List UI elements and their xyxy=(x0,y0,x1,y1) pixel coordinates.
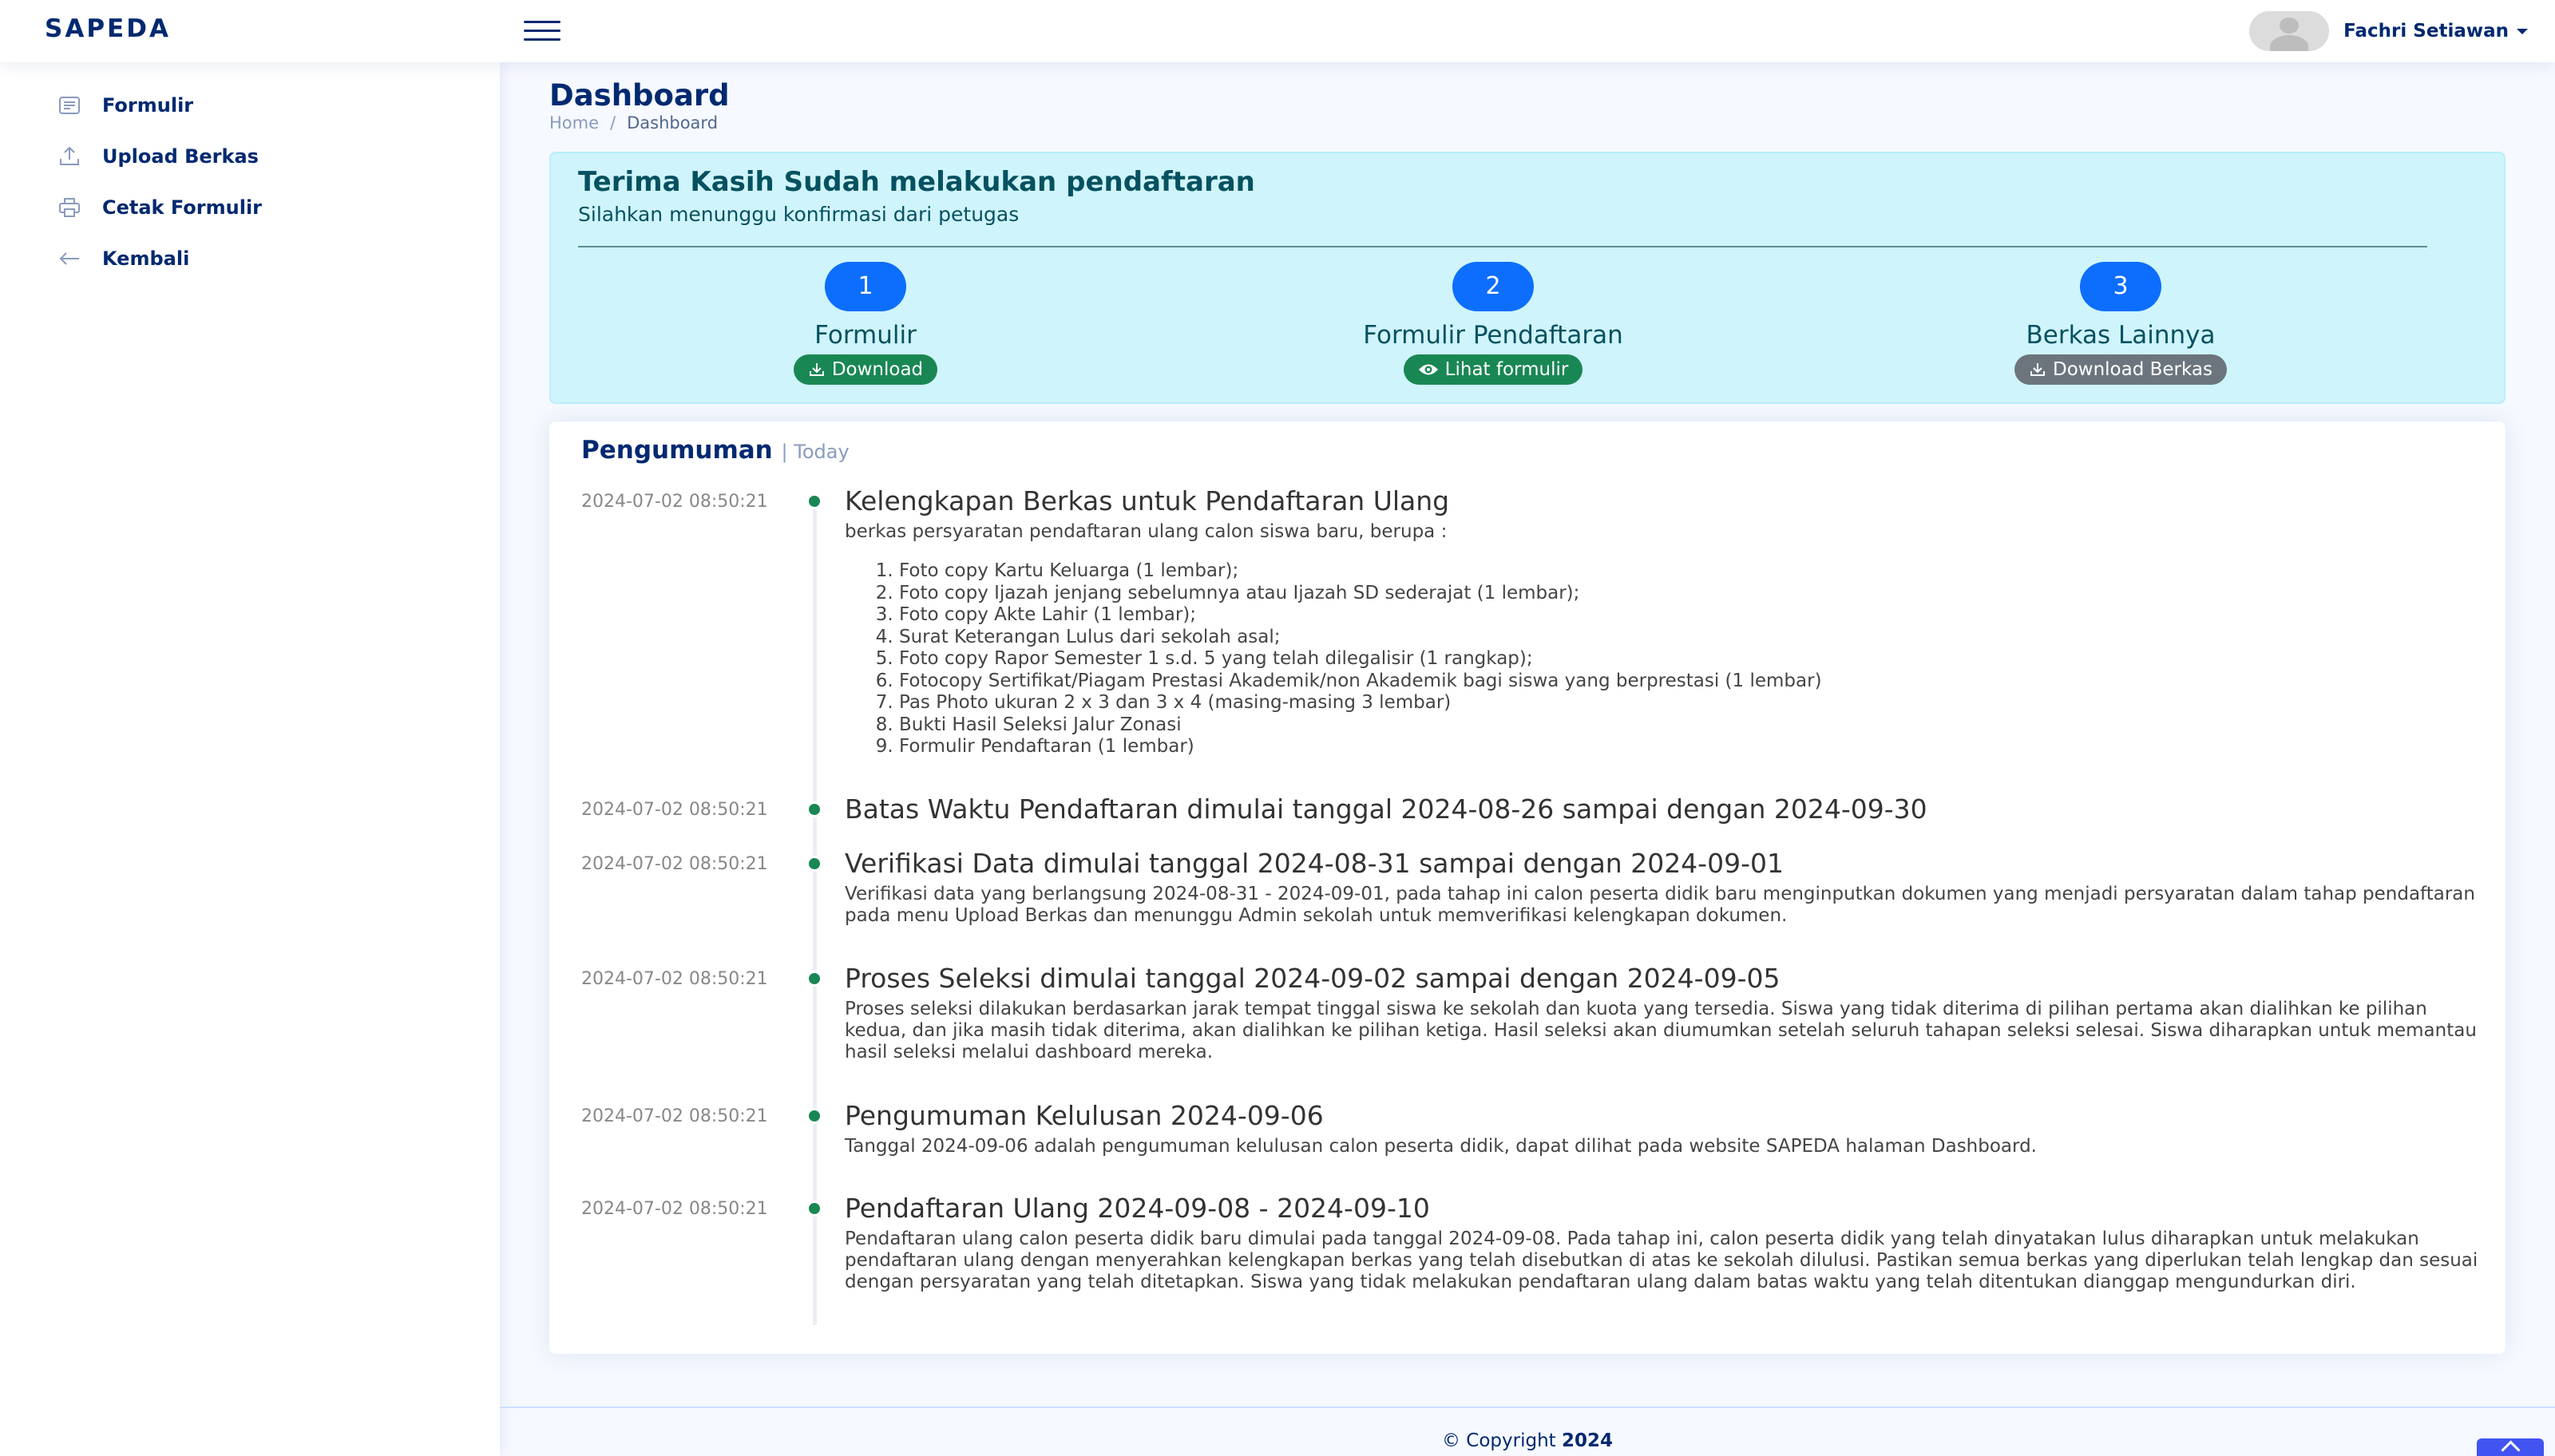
step-label: Formulir xyxy=(814,321,917,350)
timeline-dot xyxy=(806,971,822,987)
timeline-dot xyxy=(806,493,822,509)
download-button[interactable] xyxy=(794,354,937,385)
user-name[interactable]: Fachri Setiawan xyxy=(2343,21,2509,42)
alert-title: Terima Kasih Sudah melakukan pendaftaran xyxy=(578,166,1255,198)
timeline-time: 2024-07-02 08:50:21 xyxy=(581,969,768,989)
timeline-dot xyxy=(806,1201,822,1217)
list-item: 4. Surat Keterangan Lulus dari sekolah asal; xyxy=(899,627,2482,649)
timeline-heading: Kelengkapan Berkas untuk Pendaftaran Ulang xyxy=(845,485,1450,516)
timeline-text: Pendaftaran ulang calon peserta didik baru dimulai pada tanggal 2024-09-08. Pada tahap ini, calon peserta didik yang telah dinyatakan lulus diharapkan untuk melakukan pendaftaran ulang dengan menyerahkan kelengkapan berkas yang telah disebutkan di atas ke sekolah dilulusi. Pastikan semua berkas yang diperlukan telah lengkap dan sesuai dengan persyaratan yang telah ditetapkan. Siswa yang tidak melakukan pendaftaran ulang dalam batas waktu yang telah ditentukan dianggap mengundurkan diri. xyxy=(845,1228,2478,1292)
timeline-heading: Verifikasi Data dimulai tanggal 2024-08-31 sampai dengan 2024-09-01 xyxy=(845,848,1784,879)
timeline-dot xyxy=(806,1108,822,1124)
page-title: Dashboard xyxy=(549,78,730,113)
breadcrumb-current: Dashboard xyxy=(627,113,719,133)
announcements-title: Pengumuman xyxy=(581,436,773,465)
registration-alert xyxy=(549,152,2505,404)
step-label: Formulir Pendaftaran xyxy=(1363,321,1623,350)
eye-icon xyxy=(1418,361,1439,378)
caret-down-icon[interactable] xyxy=(2517,29,2528,34)
top-header xyxy=(0,0,2555,62)
timeline-time: 2024-07-02 08:50:21 xyxy=(581,1199,768,1219)
app-logo[interactable]: SAPEDA xyxy=(45,14,171,43)
timeline-heading: Proses Seleksi dimulai tanggal 2024-09-02 sampai dengan 2024-09-05 xyxy=(845,963,1781,994)
sidebar-item-formulir[interactable] xyxy=(56,89,193,121)
alert-subtitle: Silahkan menunggu konfirmasi dari petugas xyxy=(578,203,1020,226)
sidebar-item-kembali[interactable] xyxy=(56,243,189,275)
download-icon xyxy=(808,361,826,378)
arrow-left-icon xyxy=(56,245,83,272)
announcements-filter: | Today xyxy=(781,441,850,463)
timeline-time: 2024-07-02 08:50:21 xyxy=(581,492,768,512)
copyright-prefix: © Copyright xyxy=(1441,1430,1556,1451)
timeline-body xyxy=(845,848,2482,927)
sidebar-item-label: Upload Berkas xyxy=(102,145,259,168)
timeline-text: Verifikasi data yang berlangsung 2024-08-31 - 2024-09-01, pada tahap ini calon peserta didik baru menginputkan dokumen yang menjadi persyaratan dalam tahap pendaftaran pada menu Upload Berkas dan menunggu Admin sekolah untuk memverifikasi kelengkapan dokumen. xyxy=(845,884,2475,926)
back-to-top-button[interactable] xyxy=(2477,1438,2544,1456)
sidebar-item-cetak-formulir[interactable] xyxy=(56,192,262,224)
timeline-heading: Pendaftaran Ulang 2024-09-08 - 2024-09-10 xyxy=(845,1193,1430,1224)
timeline-time: 2024-07-02 08:50:21 xyxy=(581,854,768,874)
avatar[interactable] xyxy=(2249,11,2329,51)
timeline-body xyxy=(845,1193,2482,1293)
button-label: Lihat formulir xyxy=(1444,359,1569,380)
step-number: 3 xyxy=(2080,262,2161,311)
announcements-card xyxy=(549,421,2505,1354)
step-number: 1 xyxy=(825,262,906,311)
timeline-body xyxy=(845,793,2482,825)
list-item: 3. Foto copy Akte Lahir (1 lembar); xyxy=(899,604,2482,627)
timeline-dot xyxy=(806,801,822,817)
button-label: Download xyxy=(831,359,924,380)
timeline-body xyxy=(845,1100,2482,1157)
breadcrumb-separator: / xyxy=(610,113,616,133)
list-item: 2. Foto copy Ijazah jenjang sebelumnya atau Ijazah SD sederajat (1 lembar); xyxy=(899,583,2482,605)
divider xyxy=(578,246,2427,247)
sidebar xyxy=(0,62,500,1456)
breadcrumb-home[interactable]: Home xyxy=(549,113,600,133)
timeline-text: Proses seleksi dilakukan berdasarkan jarak tempat tinggal siswa ke sekolah dan kuota yang tersedia. Siswa yang tidak diterima di pilihan pertama akan dialihkan ke pilihan kedua, dan jika masih tidak diterima, akan dialihkan ke pilihan ketiga. Hasil seleksi akan diumumkan setelah seluruh tahapan seleksi selesai. Siswa diharapkan untuk memantau hasil seleksi melalui dashboard mereka. xyxy=(845,999,2477,1062)
step-formulir xyxy=(658,262,1073,385)
step-formulir-pendaftaran xyxy=(1285,262,1701,385)
list-item: 7. Pas Photo ukuran 2 x 3 dan 3 x 4 (masing-masing 3 lembar) xyxy=(899,692,2482,714)
copyright-year: 2024 xyxy=(1562,1430,1614,1451)
step-label: Berkas Lainnya xyxy=(2026,321,2216,350)
sidebar-item-label: Kembali xyxy=(102,247,190,270)
sidebar-item-upload-berkas[interactable] xyxy=(56,140,259,172)
requirements-list xyxy=(845,560,2482,758)
download-icon xyxy=(2029,361,2046,378)
timeline-body xyxy=(845,963,2482,1063)
timeline-time: 2024-07-02 08:50:21 xyxy=(581,1106,768,1126)
sidebar-item-label: Cetak Formulir xyxy=(102,196,263,219)
timeline-heading: Batas Waktu Pendaftaran dimulai tanggal 2024-08-26 sampai dengan 2024-09-30 xyxy=(845,793,1927,825)
list-item: 8. Bukti Hasil Seleksi Jalur Zonasi xyxy=(899,714,2482,737)
timeline-time: 2024-07-02 08:50:21 xyxy=(581,800,768,820)
lihat-formulir-button[interactable] xyxy=(1404,354,1583,385)
upload-icon xyxy=(56,143,83,170)
download-berkas-button[interactable] xyxy=(2014,354,2227,385)
card-title xyxy=(581,436,850,465)
timeline-text: Tanggal 2024-09-06 adalah pengumuman kelulusan calon peserta didik, dapat dilihat pada website SAPEDA halaman Dashboard. xyxy=(845,1136,2037,1157)
form-icon xyxy=(56,92,83,119)
list-item: 5. Foto copy Rapor Semester 1 s.d. 5 yang telah dilegalisir (1 rangkap); xyxy=(899,648,2482,671)
sidebar-item-label: Formulir xyxy=(102,94,194,117)
copyright xyxy=(500,1430,2555,1451)
breadcrumb xyxy=(549,113,718,133)
timeline-heading: Pengumuman Kelulusan 2024-09-06 xyxy=(845,1100,1324,1131)
list-item: 6. Fotocopy Sertifikat/Piagam Prestasi Akademik/non Akademik bagi siswa yang berprestasi (1 lembar) xyxy=(899,671,2482,693)
hamburger-menu-icon[interactable] xyxy=(524,19,561,43)
list-item: 9. Formulir Pendaftaran (1 lembar) xyxy=(899,736,2482,758)
timeline-body xyxy=(845,485,2482,758)
button-label: Download Berkas xyxy=(2052,359,2212,380)
printer-icon xyxy=(56,194,83,221)
footer xyxy=(500,1407,2555,1456)
step-number: 2 xyxy=(1452,262,1534,311)
profile-dropdown[interactable] xyxy=(2249,11,2528,51)
timeline-text: berkas persyaratan pendaftaran ulang calon siswa baru, berupa : xyxy=(845,521,1448,542)
step-berkas-lainnya xyxy=(1913,262,2328,385)
list-item: 1. Foto copy Kartu Keluarga (1 lembar); xyxy=(899,560,2482,583)
timeline-dot xyxy=(806,856,822,872)
